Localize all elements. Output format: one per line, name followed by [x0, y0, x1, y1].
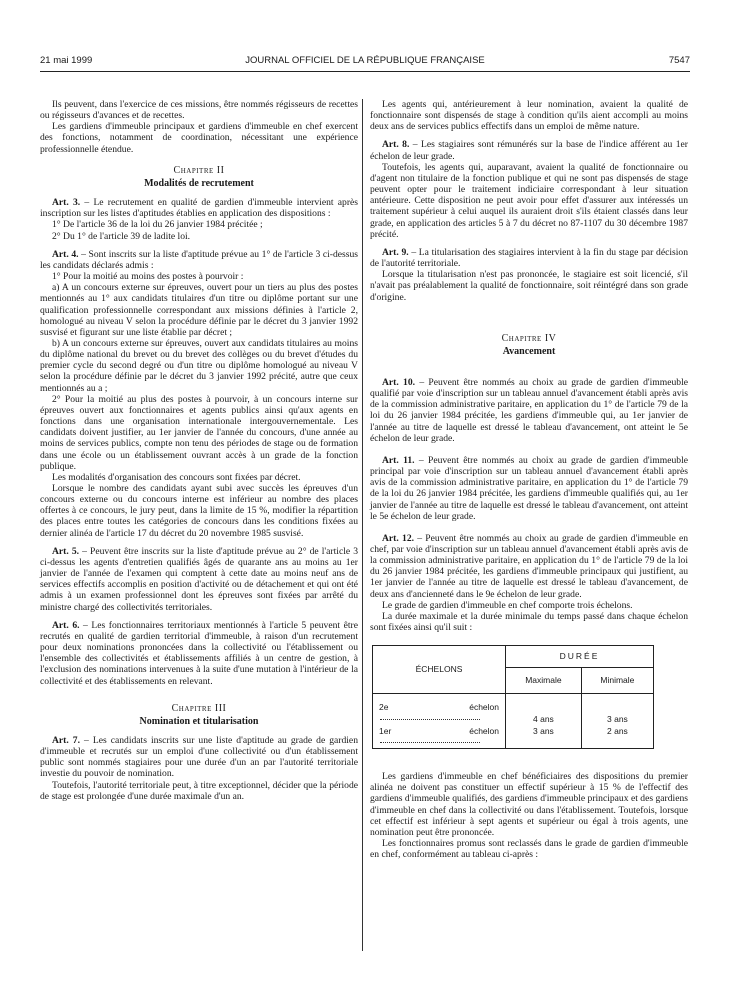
header-rule — [40, 71, 690, 72]
paragraph: Toutefois, les agents qui, auparavant, avaient la qualité de fonctionnaire ou d'agent non titulaire de la fonction publique et qui ne sont pas dispensés de stage peuvent opter pour le traitement indiciaire correspondant à leur situation antérieure. Cette disposition ne peut avoir pour effet d'assurer aux intéressés un traitement supérieur à celui auquel ils auraient droit s'ils étaient classés dans leur grade, en application des articles 5 à 7 du décret no 87-1107 du 30 décembre 1987 précité. — [370, 161, 688, 240]
article-label: Art. 3. — [52, 197, 81, 209]
duration-table — [372, 645, 654, 749]
paragraph: Toutefois, l'autorité territoriale peut, à titre exceptionnel, décider que la période de stage est prolongée d'une durée maximale d'un an. — [40, 779, 358, 802]
paragraph: Les fonctionnaires promus sont reclassés dans le grade de gardien d'immeuble en chef, conformément au tableau ci-après : — [370, 838, 688, 861]
article-9 — [370, 247, 688, 269]
column-divider — [362, 99, 363, 951]
table-row — [373, 694, 654, 726]
echelon-label: 1er échelon — [379, 725, 499, 736]
chapter-title: Nomination et titularisation — [139, 715, 259, 727]
chapter-heading: Chapitre IV — [501, 332, 557, 344]
article-text: – Peuvent être nommés au choix au grade de gardien d'immeuble en chef, par voie d'inscription sur un tableau annuel d'avancement établi après avis de la commission administrative paritaire, en application du 1° de l'article 79 de la loi du 26 janvier 1984 précitée, les gardiens d'immeuble principaux qui justifient, au 1er janvier de l'année au titre de laquelle est dressé le tableau d'avancement, de deux ans d'ancienneté dans le 9e échelon de leur grade. — [370, 532, 688, 600]
chapter-title: Modalités de recrutement — [144, 177, 254, 189]
paragraph: b) A un concours externe sur épreuves, ouvert aux candidats titulaires au moins du diplôme national du brevet ou du brevet des collèges ou du brevet d'études du premier cycle du second degré ou d'un titre ou diplôme homologué au niveau V selon la procédure définie par le décret du 3 janvier 1992 précité, autre que ceux mentionnés au a ; — [40, 337, 358, 394]
header-date: 21 mai 1999 — [40, 55, 93, 66]
chapter-heading: Chapitre II — [173, 164, 225, 176]
right-column — [370, 99, 688, 860]
article-12 — [370, 533, 688, 600]
article-label: Art. 7. — [52, 734, 80, 746]
article-text: – Le recrutement en qualité de gardien d'immeuble intervient après inscription sur les listes d'aptitudes établies en application des dispositions : — [40, 197, 359, 220]
paragraph: 1° Pour la moitié au moins des postes à pourvoir : — [52, 271, 244, 283]
article-5 — [40, 546, 358, 613]
leader-dots — [380, 742, 480, 743]
article-6 — [40, 620, 358, 687]
article-label: Art. 4. — [52, 248, 79, 260]
paragraph: Les agents qui, antérieurement à leur nomination, avaient la qualité de fonctionnaire sont dispensés de stage à condition qu'ils aient accompli au moins deux ans de services publics effectifs dans un emploi de même nature. — [370, 99, 688, 133]
article-label: Art. 9. — [382, 246, 409, 258]
page-header — [40, 55, 690, 69]
article-3 — [40, 197, 358, 219]
paragraph: Lorsque le nombre des candidats ayant subi avec succès les épreuves d'un concours externe ou du concours interne est inférieur au nombre des places offertes à ce concours, le jury peut, dans la limite de 15 %, modifier la répartition des places entre toutes les catégories de concours dans les conditions fixées au dernier alinéa de l'article 17 du décret du 20 novembre 1985 susvisé. — [40, 483, 358, 539]
table-row — [373, 726, 654, 749]
article-text: – Peuvent être nommés au choix au grade de gardien d'immeuble qualifié par voie d'inscription sur un tableau annuel d'avancement établi après avis de la commission administrative paritaire, en application du 1° de l'article 79 de la loi du 26 janvier 1984 précitée, les gardiens d'immeuble qui, au 1er janvier de l'année au titre de laquelle est dressé le tableau d'avancement, ont atteint le 5e échelon de leur grade. — [370, 376, 689, 444]
article-text: – Sont inscrits sur la liste d'aptitude prévue au 1° de l'article 3 ci-dessus les candidats déclarés admis : — [40, 248, 359, 271]
cell-min: 2 ans — [581, 726, 653, 749]
table-header-max: Maximale — [506, 668, 582, 694]
article-4 — [40, 249, 358, 271]
paragraph: Lorsque la titularisation n'est pas prononcée, le stagiaire est soit licencié, s'il n'avait pas préalablement la qualité de fonctionnaire, soit réintégré dans son grade d'origine. — [370, 269, 688, 303]
article-label: Art. 8. — [382, 139, 410, 151]
paragraph: Les gardiens d'immeuble principaux et gardiens d'immeuble en chef exercent des fonctions, notamment de coordination, nécessitant une expérience professionnelle étendue. — [40, 121, 358, 155]
article-8 — [370, 139, 688, 161]
article-label: Art. 6. — [52, 619, 80, 631]
cell-min: 3 ans — [581, 694, 653, 726]
chapter-title: Avancement — [502, 345, 556, 357]
table-header-min: Minimale — [581, 668, 653, 694]
article-text: – Les fonctionnaires territoriaux mentionnés à l'article 5 peuvent être recrutés en qualité de gardien territorial d'immeuble, à raison d'un recrutement pour deux nominations prononcées dans la collectivité ou l'établissement ou l'ensemble des collectivités et établissements affiliés à un centre de gestion, à l'exclusion des nominations intervenues à la suite d'une mutation à l'intérieur de la collectivité et des établissements en relevant. — [40, 619, 358, 687]
article-label: Art. 5. — [52, 545, 80, 557]
article-label: Art. 12. — [382, 532, 415, 544]
left-column — [40, 99, 358, 802]
article-11 — [370, 455, 688, 522]
paragraph: a) A un concours externe sur épreuves, ouvert pour un tiers au plus des postes mentionnés au 1° aux candidats titulaires d'un titre ou diplôme portant sur une qualification professionnelle correspondant aux missions définies à l'article 2, homologué au niveau V selon la procédure définie par le décret du 3 janvier 1992 susvisé et figurant sur une liste établie par décret ; — [40, 282, 358, 338]
article-text: – Peuvent être inscrits sur la liste d'aptitude prévue au 2° de l'article 3 ci-dessus les agents d'entretien qualifiés âgés de quarante ans au moins au 1er janvier de l'année de l'examen qui comptent à cette date au moins neuf ans de services effectifs accomplis en position d'activité ou de détachement et qui ont été admis à un examen professionnel dont les épreuves sont fixées par arrêté du ministre chargé des collectivités territoriales. — [40, 545, 358, 613]
leader-dots — [380, 719, 480, 720]
cell-max: 4 ans — [506, 694, 582, 726]
article-10 — [370, 377, 688, 444]
paragraph: Le grade de gardien d'immeuble en chef comporte trois échelons. — [382, 599, 633, 611]
header-journal-title: JOURNAL OFFICIEL DE LA RÉPUBLIQUE FRANÇAISE — [245, 55, 485, 66]
paragraph: Les gardiens d'immeuble en chef bénéficiaires des dispositions du premier alinéa ne doivent pas constituer un effectif supérieur à 15 % de l'effectif des gardiens d'immeuble qualifiés, des gardiens d'immeuble principaux et des gardiens d'immeuble en chef dans la collectivité ou dans l'établissement. Toutefois, lorsque cet effectif est inférieur à sept agents et supérieur ou égal à trois agents, une nomination peut être prononcée. — [370, 771, 688, 838]
paragraph: Ils peuvent, dans l'exercice de ces missions, être nommés régisseurs de recettes ou régisseurs d'avances et de recettes. — [40, 99, 358, 122]
cell-max: 3 ans — [506, 726, 582, 749]
article-7 — [40, 735, 358, 780]
article-label: Art. 10. — [382, 376, 416, 388]
article-text: – La titularisation des stagiaires intervient à la fin du stage par décision de l'autorité territoriale. — [370, 246, 688, 270]
paragraph: 2° Du 1° de l'article 39 de ladite loi. — [52, 230, 191, 242]
table-header-echelons: ÉCHELONS — [373, 646, 506, 694]
echelon-label: 2e échelon — [379, 702, 499, 713]
table-header-duree: DURÉE — [506, 646, 654, 668]
chapter-heading: Chapitre III — [171, 702, 227, 714]
article-text: – Peuvent être nommés au choix au grade de gardien d'immeuble principal par voie d'inscription sur un tableau annuel d'avancement établi après avis de la commission administrative paritaire, en application du 1° de l'article 79 de la loi du 26 janvier 1984 précitée, les gardiens d'immeuble qualifiés qui, au 1er janvier de l'année au titre de laquelle est dressé le tableau d'avancement, ont atteint le 5e échelon de leur grade. — [370, 454, 689, 522]
article-text: – Les stagiaires sont rémunérés sur la base de l'indice afférent au 1er échelon de leur grade. — [370, 139, 689, 162]
header-page-number: 7547 — [668, 55, 690, 66]
paragraph: La durée maximale et la durée minimale du temps passé dans chaque échelon sont fixées ainsi qu'il suit : — [370, 610, 688, 634]
article-text: – Les candidats inscrits sur une liste d'aptitude au grade de gardien d'immeuble et recrutés sur un emploi d'une collectivité ou d'un établissement public sont nommés stagiaires pour une durée d'un an par l'autorité territoriale investie du pouvoir de nomination. — [40, 734, 358, 780]
article-label: Art. 11. — [382, 454, 415, 466]
paragraph: Les modalités d'organisation des concours sont fixées par décret. — [52, 471, 301, 483]
paragraph: 2° Pour la moitié au plus des postes à pourvoir, à un concours interne sur épreuves ouvert aux fonctionnaires et agents publics ainsi qu'aux agents en fonctions dans une organisation internationale intergouvernementale. Les candidats doivent justifier, au 1er janvier de l'année du concours, d'une année au moins de services publics, compte non tenu des périodes de stage ou de formation dans une école ou un établissement ouvrant accès à un grade de la fonction publique. — [40, 393, 358, 472]
paragraph: 1° De l'article 36 de la loi du 26 janvier 1984 précitée ; — [52, 219, 263, 231]
